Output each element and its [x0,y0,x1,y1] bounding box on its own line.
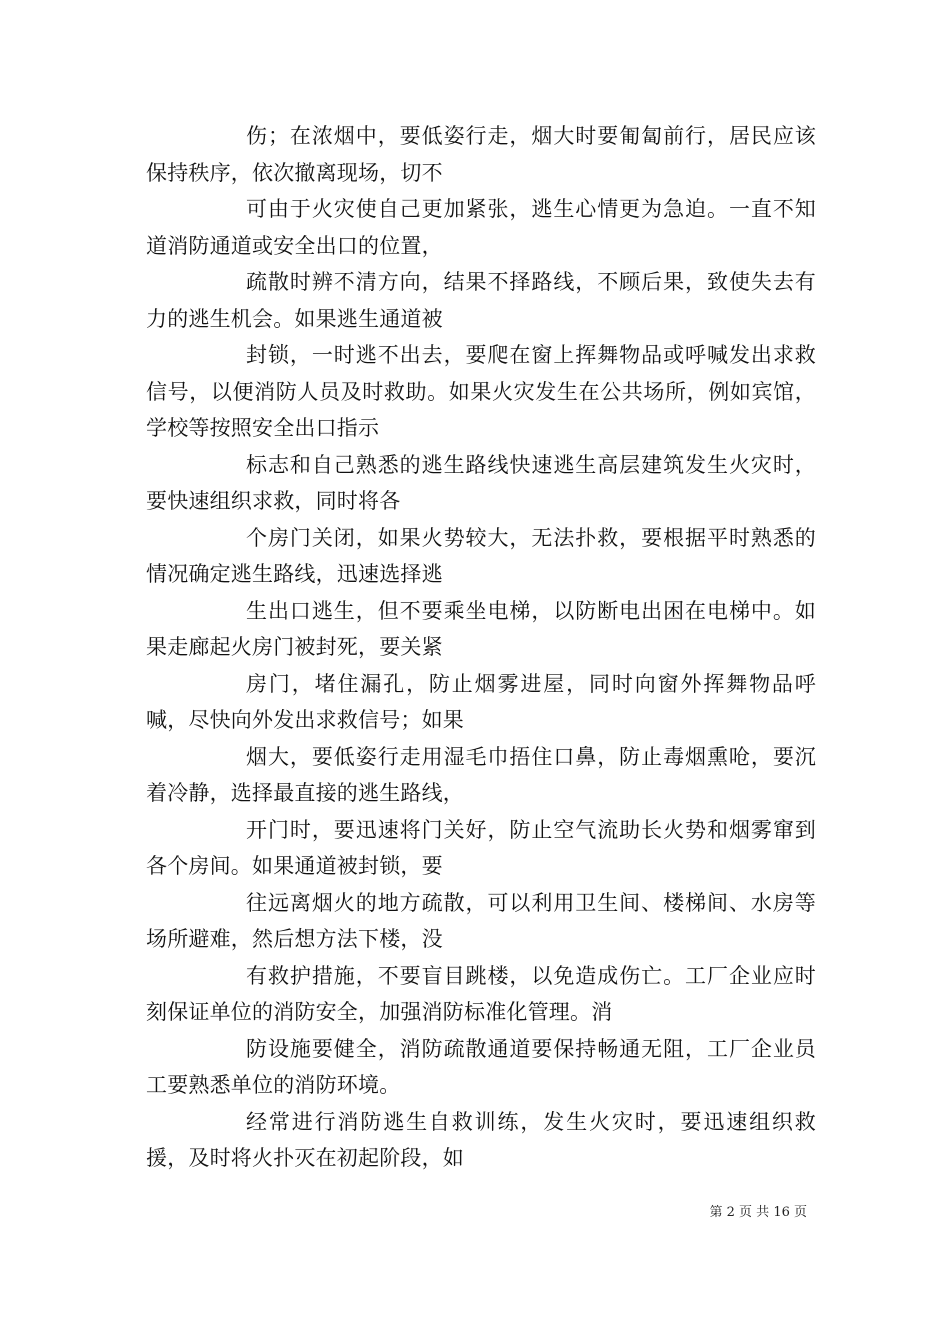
paragraph-4: 封锁，一时逃不出去，要爬在窗上挥舞物品或呼喊发出求救信号，以便消防人员及时救助。如果火灾发生在公共场所，例如宾馆，学校等按照安全出口指示 [146,343,816,440]
paragraph-9: 烟大，要低姿行走用湿毛巾捂住口鼻，防止毒烟熏呛，要沉着冷静，选择最直接的逃生路线， [146,744,816,805]
paragraph-8: 房门，堵住漏孔，防止烟雾进屋，同时向窗外挥舞物品呼喊，尽快向外发出求救信号；如果 [146,671,816,732]
paragraph-11: 往远离烟火的地方疏散，可以利用卫生间、楼梯间、水房等场所避难，然后想方法下楼，没 [146,890,816,951]
document-body [146,118,816,1177]
paragraph-13: 防设施要健全，消防疏散通道要保持畅通无阻，工厂企业员工要熟悉单位的消防环境。 [146,1036,816,1097]
paragraph-6: 个房门关闭，如果火势较大，无法扑救，要根据平时熟悉的情况确定逃生路线，迅速选择逃 [146,525,816,586]
paragraph-10: 开门时，要迅速将门关好，防止空气流助长火势和烟雾窜到各个房间。如果通道被封锁，要 [146,817,816,878]
page-number-footer: 第 2 页 共 16 页 [709,1205,807,1220]
paragraph-1: 伤；在浓烟中，要低姿行走，烟大时要匍匐前行，居民应该保持秩序，依次撤离现场，切不 [146,124,816,185]
paragraph-7: 生出口逃生，但不要乘坐电梯，以防断电出困在电梯中。如果走廊起火房门被封死，要关紧 [146,598,816,659]
paragraph-14: 经常进行消防逃生自救训练，发生火灾时，要迅速组织救援，及时将火扑灭在初起阶段，如 [146,1109,816,1170]
paragraph-5: 标志和自己熟悉的逃生路线快速逃生高层建筑发生火灾时，要快速组织求救，同时将各 [146,452,816,513]
paragraph-2: 可由于火灾使自己更加紧张，逃生心情更为急迫。一直不知道消防通道或安全出口的位置， [146,197,816,258]
paragraph-3: 疏散时辨不清方向，结果不择路线，不顾后果，致使失去有力的逃生机会。如果逃生通道被 [146,270,816,331]
paragraph-12: 有救护措施，不要盲目跳楼，以免造成伤亡。工厂企业应时刻保证单位的消防安全，加强消防标准化管理。消 [146,963,816,1024]
